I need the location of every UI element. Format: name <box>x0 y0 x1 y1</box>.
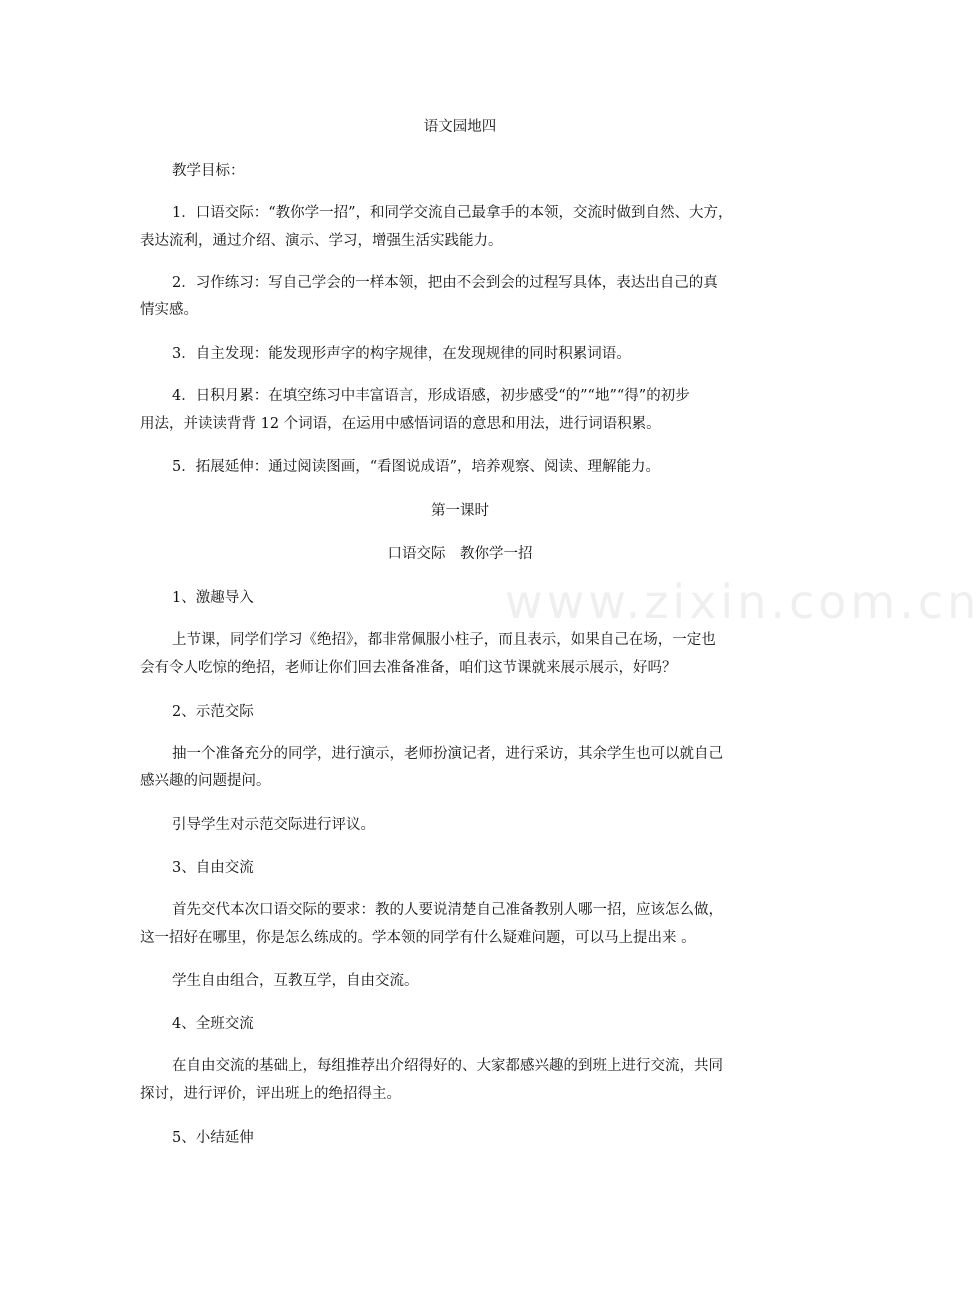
step-5-heading: 5、小结延伸 <box>172 1130 254 1146</box>
step-1-paragraph-line-1: 上节课，同学们学习《绝招》，都非常佩服小柱子，而且表示，如果自己在场，一定也 <box>172 632 716 648</box>
step-2-paragraph-line-1: 抽一个准备充分的同学，进行演示，老师扮演记者，进行采访，其余学生也可以就自己 <box>172 746 723 762</box>
watermark: www.zixin.com.cn <box>505 575 980 629</box>
objective-1-line-1: 1．口语交际：“教你学一招”，和同学交流自己最拿手的本领，交流时做到自然、大方， <box>172 205 733 221</box>
page-title: 语文园地四 <box>423 119 497 135</box>
step-1-heading: 1、激趣导入 <box>172 590 254 606</box>
objective-5: 5．拓展延伸：通过阅读图画，“看图说成语”，培养观察、阅读、理解能力。 <box>172 459 661 475</box>
objective-4-line-2: 用法，并读读背背 12 个词语，在运用中感悟词语的意思和用法，进行词语积累。 <box>140 416 661 432</box>
step-4-paragraph-line-2: 探讨，进行评价，评出班上的绝招得主。 <box>140 1086 401 1102</box>
step-3-paragraph-2: 学生自由组合，互教互学，自由交流。 <box>172 973 419 989</box>
step-3-paragraph-line-1: 首先交代本次口语交际的要求：教的人要说清楚自己准备教别人哪一招，应该怎么做， <box>172 902 723 918</box>
objective-1-line-2: 表达流利，通过介绍、演示、学习，增强生活实践能力。 <box>140 233 503 249</box>
objectives-heading: 教学目标： <box>172 163 245 179</box>
objective-2-line-1: 2．习作练习：写自己学会的一样本领，把由不会到会的过程写具体，表达出自己的真 <box>172 275 718 291</box>
lesson-subheading: 口语交际 教你学一招 <box>387 546 533 562</box>
lesson-heading: 第一课时 <box>431 503 489 519</box>
objective-4-line-1: 4．日积月累：在填空练习中丰富语言，形成语感，初步感受“的”“地”“得”的初步 <box>172 388 690 404</box>
step-3-paragraph-line-2: 这一招好在哪里，你是怎么练成的。学本领的同学有什么疑难问题，可以马上提出来 。 <box>140 930 696 946</box>
step-4-paragraph-line-1: 在自由交流的基础上，每组推荐出介绍得好的、大家都感兴趣的到班上进行交流，共同 <box>172 1058 723 1074</box>
step-2-paragraph-2: 引导学生对示范交际进行评议。 <box>172 817 375 833</box>
step-2-paragraph-line-2: 感兴趣的问题提问。 <box>140 773 271 789</box>
step-1-paragraph-line-2: 会有令人吃惊的绝招，老师让你们回去准备准备，咱们这节课就来展示展示，好吗？ <box>140 660 677 676</box>
step-3-heading: 3、自由交流 <box>172 860 254 876</box>
step-2-heading: 2、示范交际 <box>172 704 254 720</box>
objective-3: 3．自主发现：能发现形声字的构字规律，在发现规律的同时积累词语。 <box>172 346 631 362</box>
step-4-heading: 4、全班交流 <box>172 1016 254 1032</box>
objective-2-line-2: 情实感。 <box>140 302 198 318</box>
